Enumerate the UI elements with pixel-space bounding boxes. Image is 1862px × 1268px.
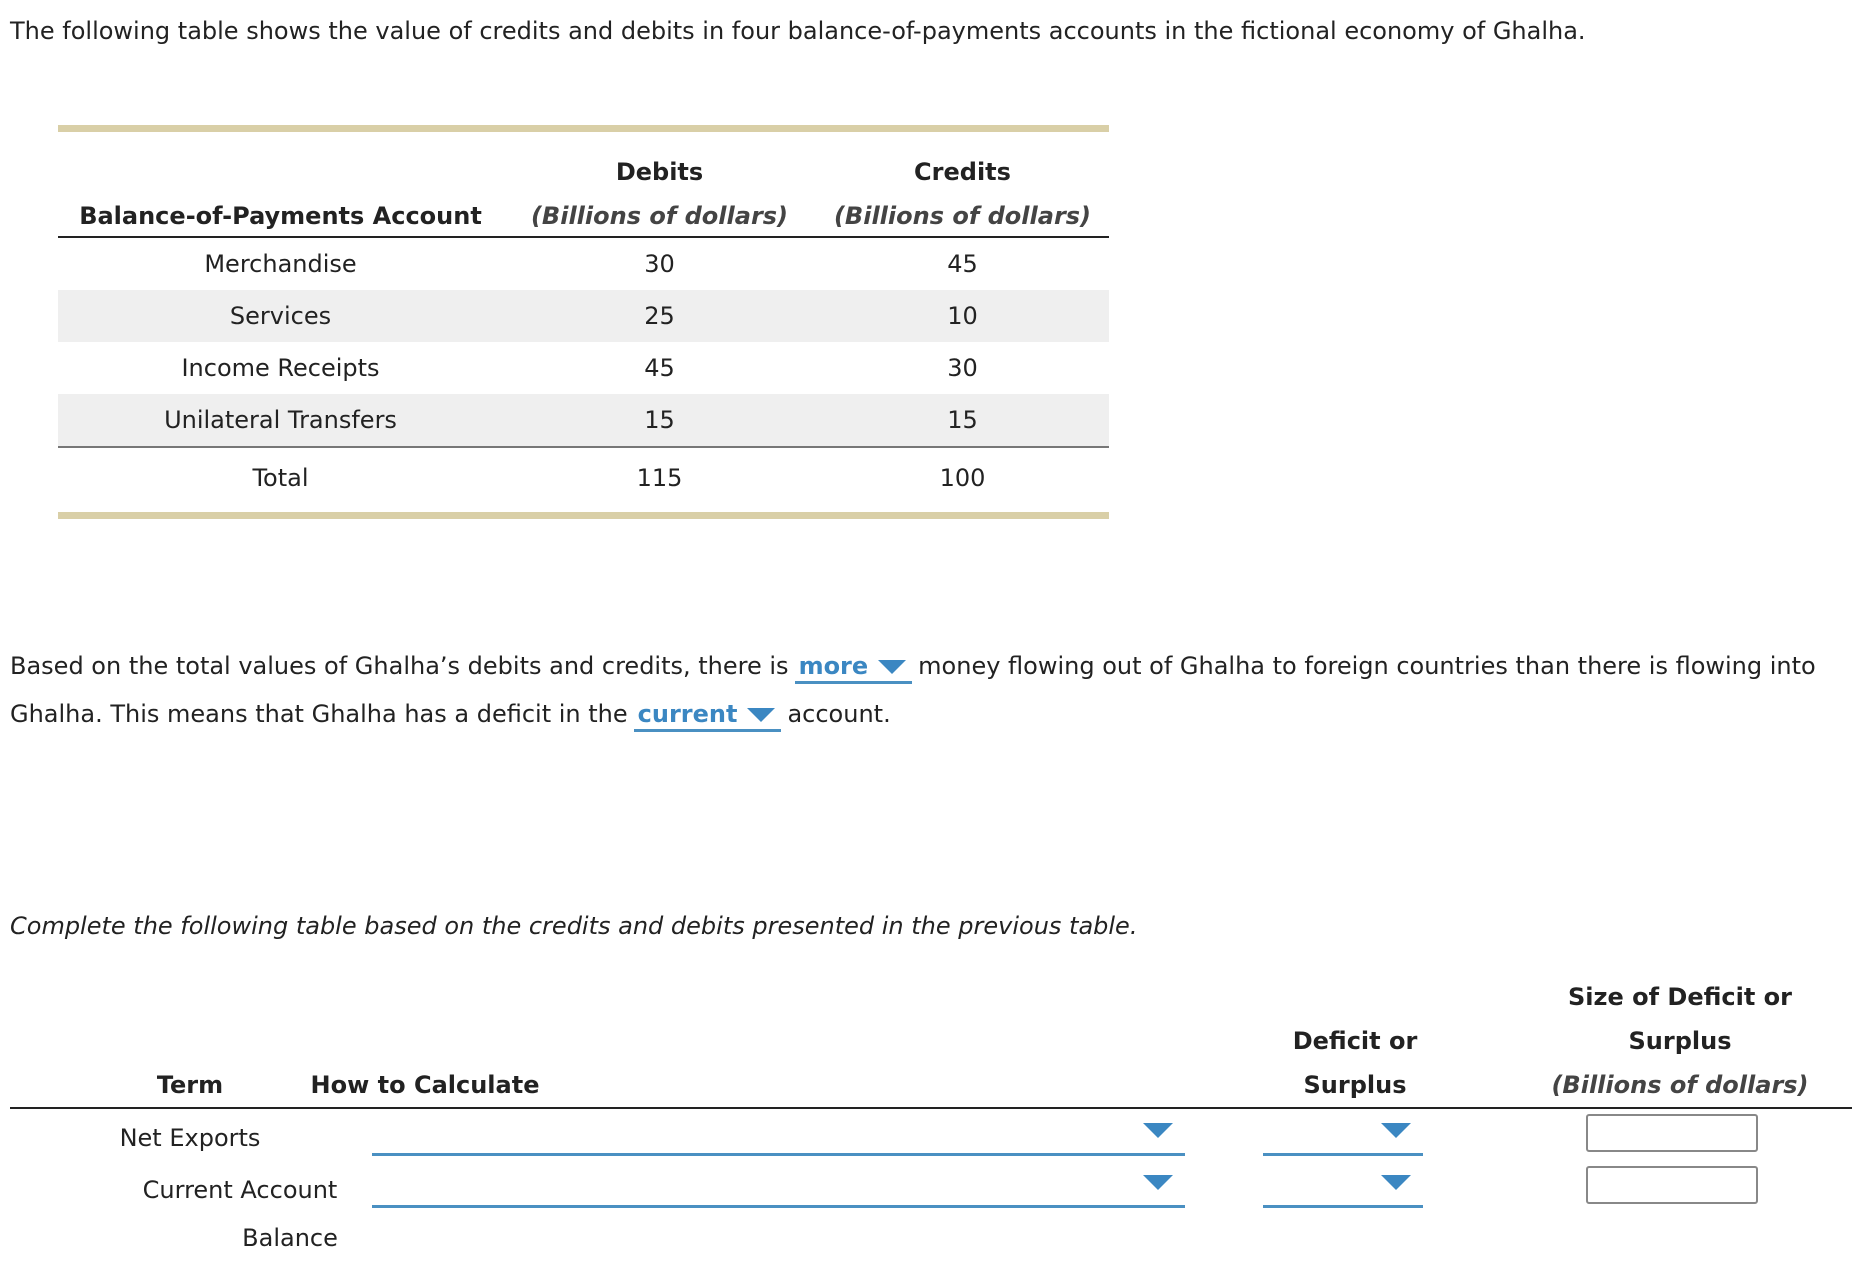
net-exports-size-input[interactable] [1586, 1114, 1758, 1152]
debit-value: 45 [644, 354, 675, 382]
header-how-to-calculate: How to Calculate [310, 1071, 540, 1099]
header-term: Term [156, 1071, 224, 1099]
dropdown-selected-value: more [798, 652, 869, 680]
debit-value: 25 [644, 302, 675, 330]
table-top-rule [58, 125, 1109, 132]
chevron-down-icon [747, 708, 775, 722]
instruction-text: Complete the following table based on the credits and debits presented in the previous table. [10, 912, 1138, 940]
table-header [10, 980, 1852, 1109]
net-exports-calculation-dropdown[interactable] [372, 1153, 1185, 1156]
balance-of-payments-table [58, 125, 1109, 519]
dropdown-selected-value: current [637, 700, 738, 728]
header-size-line2: Surplus [1628, 1027, 1732, 1055]
header-size-unit: (Billions of dollars) [1551, 1071, 1809, 1099]
account-name: Services [229, 302, 332, 330]
credit-value: 45 [947, 250, 978, 278]
debit-value: 15 [644, 406, 675, 434]
intro-text: The following table shows the value of credits and debits in four balance-of-payments accounts in the fictional economy of Ghalha. [10, 17, 1586, 45]
header-debits: Debits [615, 158, 704, 186]
account-name: Unilateral Transfers [164, 406, 397, 434]
paragraph-text-3: account. [787, 700, 891, 728]
header-account: Balance-of-Payments Account [79, 202, 482, 230]
term-net-exports: Net Exports [119, 1124, 261, 1152]
chevron-down-icon [878, 660, 906, 674]
more-less-dropdown[interactable] [795, 651, 913, 684]
net-exports-deficit-surplus-dropdown[interactable] [1263, 1153, 1423, 1156]
question-paragraph [10, 642, 1855, 738]
account-type-dropdown[interactable] [634, 699, 782, 732]
chevron-down-icon [1381, 1175, 1411, 1190]
header-credits: Credits [914, 158, 1011, 186]
debit-value: 30 [644, 250, 675, 278]
chevron-down-icon [1143, 1123, 1173, 1138]
credit-value: 15 [947, 406, 978, 434]
term-current-account-line2: Balance [242, 1224, 338, 1252]
current-account-size-input[interactable] [1586, 1166, 1758, 1204]
header-size-line1: Size of Deficit or [1568, 983, 1792, 1011]
header-credits-unit: (Billions of dollars) [833, 202, 1092, 230]
table-row [10, 1161, 1852, 1252]
chevron-down-icon [1381, 1123, 1411, 1138]
account-name: Income Receipts [181, 354, 380, 382]
term-current-account-line1: Current Account [142, 1176, 338, 1204]
table-row [10, 1109, 1852, 1161]
table-row [58, 342, 1109, 394]
current-account-deficit-surplus-dropdown[interactable] [1263, 1205, 1423, 1208]
current-account-calculation-dropdown[interactable] [372, 1205, 1185, 1208]
credit-value: 10 [947, 302, 978, 330]
table-row [58, 394, 1109, 446]
chevron-down-icon [1143, 1175, 1173, 1190]
account-name: Merchandise [204, 250, 357, 278]
header-deficit-line1: Deficit or [1292, 1027, 1418, 1055]
deficit-surplus-table [10, 980, 1852, 1252]
total-label: Total [252, 464, 309, 492]
paragraph-text-2: money flowing out of Ghalha to foreign countries than there is flowing into Ghalha. This means that Ghalha has a deficit in the [10, 652, 1816, 728]
header-deficit-line2: Surplus [1303, 1071, 1407, 1099]
credit-value: 30 [947, 354, 978, 382]
total-credits: 100 [939, 464, 986, 492]
table-row [58, 290, 1109, 342]
header-debits-unit: (Billions of dollars) [530, 202, 789, 230]
total-row [58, 448, 1109, 512]
table-bottom-rule [58, 512, 1109, 519]
table-header [58, 132, 1109, 238]
table-row [58, 238, 1109, 290]
paragraph-text-1: Based on the total values of Ghalha’s debits and credits, there is [10, 652, 789, 680]
total-debits: 115 [636, 464, 683, 492]
